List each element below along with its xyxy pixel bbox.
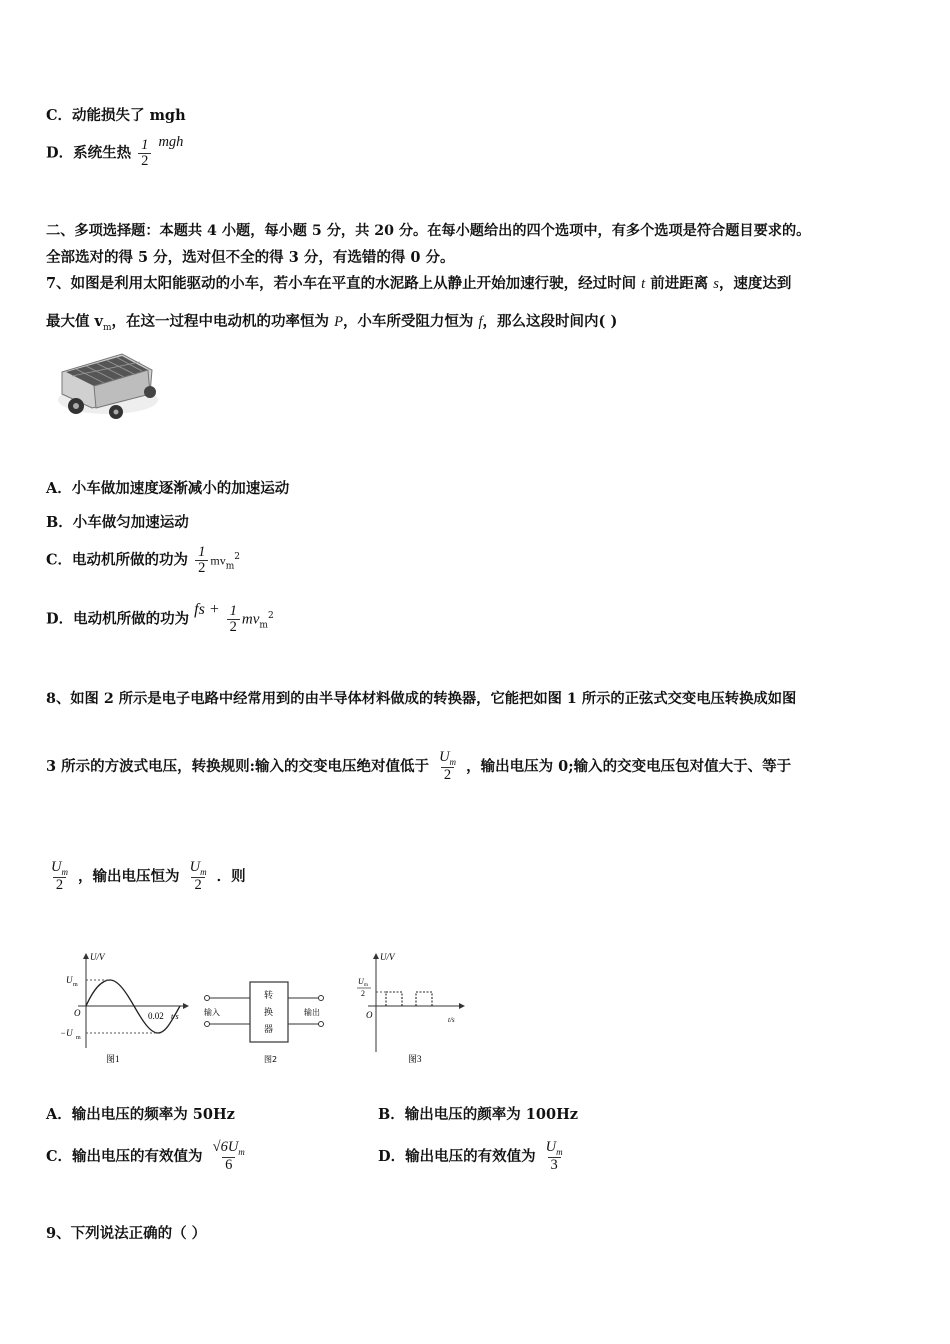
svg-text:U: U [358, 977, 364, 986]
fig1-origin: O [74, 1008, 81, 1018]
section2-heading-line1: 二、多项选择题：本题共 4 小题，每小题 5 分，共 20 分。在每小题给出的四个选项中，有多个选项是符合题目要求的。 [46, 223, 811, 239]
q6-option-d-label: D．系统生热 [46, 144, 132, 162]
fig1-caption: 图1 [106, 1054, 120, 1064]
svg-text:−U: −U [60, 1028, 73, 1038]
svg-text:转: 转 [264, 991, 274, 1001]
q6-option-d [46, 133, 184, 170]
q7-stem-line2: 最大值 $v_m$，在这一过程中电动机的功率恒为 P，小车所受阻力恒为 f，那么这段时间内( ) [46, 313, 618, 333]
svg-text:m: m [76, 1035, 81, 1041]
svg-text:m: m [364, 983, 368, 988]
q7-option-b: B．小车做匀加速运动 [46, 514, 189, 531]
q7-option-d-fraction: $\frac{1}{2}$ [227, 604, 240, 635]
svg-text:2: 2 [361, 989, 365, 998]
fig3-ylabel: U/V [380, 952, 395, 962]
q8-figure3 [350, 948, 470, 1068]
q6-option-d-var: mgh [158, 133, 184, 150]
q7-option-a: A．小车做加速度逐渐减小的加速运动 [46, 480, 290, 497]
q7-option-c: C．电动机所做的功为 $\frac{1}{2}$ $mv_m^2$ [46, 544, 240, 577]
q8-option-c: C．输出电压的有效值为 $\frac{√6U_m}{6}$ [46, 1140, 250, 1174]
q8-fraction-um-half-1: $\frac{U_m}{2}$ [439, 749, 457, 784]
fig3-square-wave [386, 992, 432, 1006]
q9-stem: 9、下列说法正确的（ ） [46, 1225, 207, 1242]
svg-text:换: 换 [264, 1008, 274, 1018]
fig1-ylabel: U/V [90, 952, 105, 962]
q8-fraction-um-half-3: $\frac{U_m}{2}$ [189, 859, 207, 894]
q6-option-d-fraction: $\frac{1}{2}$ [138, 138, 151, 169]
q8-stem-line2: 3 所示的方波式电压，转换规则:输入的交变电压绝对值低于 $\frac{U_m}{2}$ ，输出电压为 0;输入的交变电压包对值大于、等于 [46, 749, 792, 784]
q7-option-c-fraction: $\frac{1}{2}$ [195, 545, 208, 576]
fig3-xlabel: t/s [448, 1016, 455, 1024]
q8-option-d-fraction: $\frac{U_m}{3}$ [545, 1139, 563, 1174]
fig1-tick: 0.02 [148, 1011, 164, 1021]
fig2-input-label: 输入 [204, 1008, 220, 1017]
section2-heading-line2: 全部选对的得 5 分，选对但不全的得 3 分，有选错的得 0 分。 [46, 249, 455, 266]
q8-option-c-fraction: $\frac{√6U_m}{6}$ [212, 1139, 245, 1174]
q8-fraction-um-half-2: $\frac{U_m}{2}$ [51, 859, 68, 894]
q8-option-b: B．输出电压的颜率为 100Hz [378, 1106, 579, 1123]
svg-text:m: m [73, 982, 78, 988]
q7-stem-line1: 7、如图是利用太阳能驱动的小车，若小车在平直的水泥路上从静止开始加速行驶，经过时间 t 前进距离 s，速度达到 [46, 275, 792, 292]
svg-text:器: 器 [264, 1025, 274, 1035]
svg-text:U: U [66, 975, 73, 985]
fig2-output-label: 输出 [304, 1008, 320, 1017]
fig3-origin: O [366, 1010, 373, 1020]
q8-figure2 [200, 978, 330, 1068]
q8-option-a: A．输出电压的频率为 50Hz [46, 1106, 235, 1123]
q8-option-d: D．输出电压的有效值为 $\frac{U_m}{3}$ [378, 1140, 568, 1174]
fig3-caption: 图3 [408, 1054, 422, 1064]
q7-option-d: D．电动机所做的功为 fs + $\frac{1}{2}$ $mv_m^2$ [46, 600, 274, 636]
q8-stem-line3: $\frac{U_m}{2}$ ，输出电压恒为 $\frac{U_m}{2}$ ．则 [46, 860, 246, 894]
q6-option-c: C．动能损失了 mgh [46, 107, 186, 124]
fig1-xlabel: t/s [171, 1012, 179, 1021]
q8-stem-line1: 8、如图 2 所示是电子电路中经常用到的由半导体材料做成的转换器，它能把如图 1 所示的正弦式交变电压转换成如图 [46, 691, 797, 707]
q8-figure1 [58, 948, 198, 1068]
fig2-caption: 图2 [264, 1055, 278, 1064]
solar-car-image [52, 350, 164, 422]
